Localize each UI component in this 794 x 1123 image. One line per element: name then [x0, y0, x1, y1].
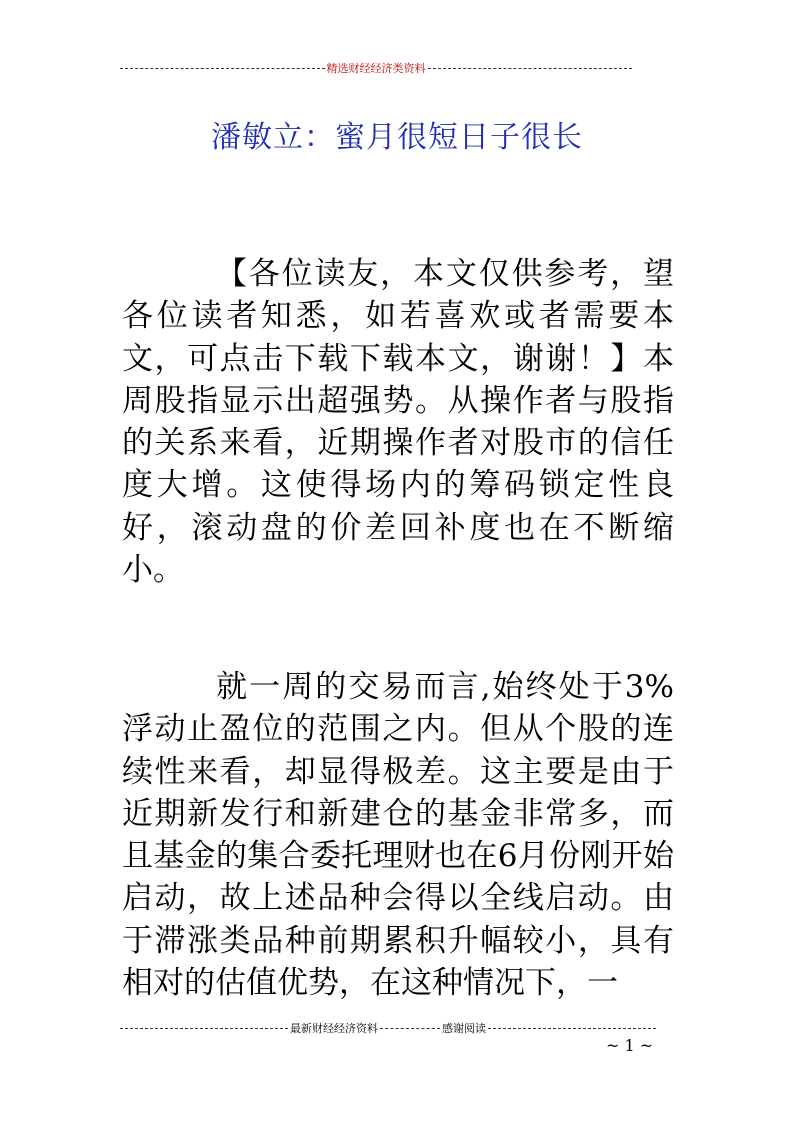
paragraph-2 [122, 666, 674, 1004]
footer-right-text: 感谢阅读 [442, 1022, 486, 1035]
paragraph-1 [122, 253, 674, 591]
document-title: 潘敏立：蜜月很短日子很长 [211, 120, 583, 155]
footer-dash-left [120, 1028, 288, 1029]
footer-dash-right [488, 1028, 656, 1029]
footer-left-text: 最新财经经济资料 [290, 1022, 378, 1035]
page-number: ~ 1 ~ [606, 1036, 654, 1055]
footer-dash-middle [380, 1028, 440, 1029]
header-dash-right [428, 68, 633, 69]
paragraph-2-text: 就一周的交易而言,始终处于3%浮动止盈位的范围之内。但从个股的连续性来看，却显得极差。这主要是由于近期新发行和新建仓的基金非常多，而且基金的集合委托理财也在6月份刚开始启动，故上述品种会得以全线启动。由于滞涨类品种前期累积升幅较小，具有相对的估值优势，在这种情况下，一 [122, 669, 674, 1002]
header-text: 精选财经经济类资料 [326, 62, 426, 75]
header-dash-left [120, 68, 325, 69]
header-rule [120, 58, 632, 78]
footer-rule [120, 1020, 656, 1036]
paragraph-1-text: 【各位读友，本文仅供参考，望各位读者知悉，如若喜欢或者需要本文，可点击下载下载本文，谢谢！】本周股指显示出超强势。从操作者与股指的关系来看，近期操作者对股市的信任度大增。这使得场内的筹码锁定性良好，滚动盘的价差回补度也在不断缩小。 [122, 256, 674, 589]
